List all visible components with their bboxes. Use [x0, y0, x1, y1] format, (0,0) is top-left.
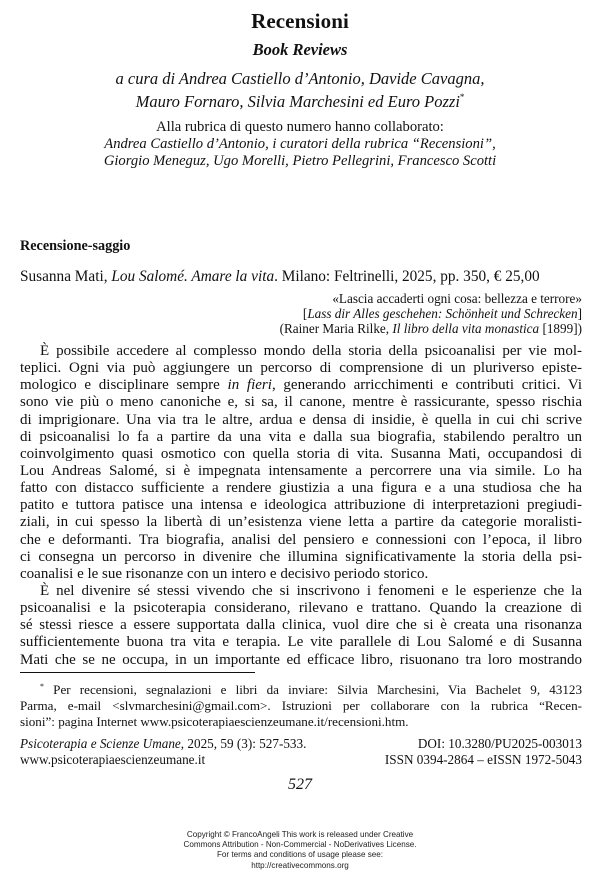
editors-footnote-marker[interactable]: *: [459, 92, 465, 102]
book-citation: [20, 267, 582, 286]
footnote-line-2[interactable]: Parma, e-mail <slvmarchesini@gmail.com>. Istruzioni per collaborare con la rubrica “Recen-: [20, 698, 582, 713]
body-line: sé stessi riesce a essere supportata dalla clinica, vuol dire che si è creata una risonanza: [20, 617, 582, 634]
journal-website[interactable]: www.psicoterapiaescienzeumane.it: [20, 752, 206, 767]
editors-line-2: [0, 88, 600, 111]
review-body: [20, 343, 582, 669]
journal-citation: [20, 736, 306, 752]
editors-credit: [0, 69, 600, 111]
body-line: teplici. Ogni via può aggiungere un percorso di comprensione di un pluriverso episte-: [20, 360, 582, 377]
body-line: coinvolgimento quasi osmotico con quella storia di vita. Susanna Mati, occupandosi di: [20, 445, 582, 462]
body-line: ci consegna un percorso in divenire che illumina significativamente la storia della psi-: [20, 548, 582, 565]
epigraph-source-author: (Rainer Maria Rilke,: [279, 321, 393, 336]
journal-info: [20, 736, 582, 768]
body-line-part: , generando arricchimenti e contributi critici. Vi: [271, 377, 583, 394]
body-line: che e deformanti. Tra biografia, analisi del pensiero e connessioni con l’epoca, il libro: [20, 531, 582, 548]
collaborators-line-1: Andrea Castiello d’Antonio, i curatori della rubrica “Recensioni”,: [104, 136, 496, 152]
footnote-divider: [20, 672, 255, 673]
epigraph-source-year: [1899]): [539, 321, 582, 336]
journal-name: Psicoterapia e Scienze Umane: [20, 736, 181, 751]
epigraph-source-title: Il libro della vita monastica: [392, 321, 540, 336]
page-number: 527: [288, 776, 312, 793]
epigraph-quote: «Lascia accaderti ogni cosa: bellezza e terrore»: [332, 291, 582, 306]
license-line-3: For terms and conditions of usage please see:: [216, 850, 384, 860]
epigraph-source: [20, 321, 582, 336]
license-notice: [0, 830, 600, 871]
footnote-line-3[interactable]: sioni”: pagina Internet www.psicoterapiaescienzeumane.it/recensioni.htm.: [20, 714, 409, 729]
body-line: sufficientemente buona tra vita e terapia. Le vite parallele di Lou Salomé e di Susanna: [20, 634, 582, 651]
license-line-1: Copyright © FrancoAngeli This work is released under Creative: [186, 830, 414, 839]
epigraph-original-text: Lass dir Alles geschehen: Schönheit und Schrecken: [307, 306, 578, 321]
bracket-close: ]: [577, 306, 582, 321]
footnote-line-1-text: Per recensioni, segnalazioni e libri da inviare: Silvia Marchesini, Via Bachelet 9, 43123: [44, 682, 582, 697]
section-heading: Recensione-saggio: [20, 238, 131, 254]
book-title: Lou Salomé. Amare la vita: [111, 268, 275, 285]
body-line: psicoanalisi e la psicoterapia considerano, rilevano e trattano. Quando la creazione di: [20, 600, 582, 617]
collaborators-list: [0, 136, 600, 170]
body-line: patito e tuttora patisce una intensa e ideologica attribuzione di interpretazioni pregiudi-: [20, 497, 582, 514]
page-title: Recensioni: [251, 9, 349, 33]
body-line: di imprigionare. Una via tra le altre, ardua e densa di insidie, è quella in cui chi scrive: [20, 411, 582, 428]
collaborators-line-2: Giorgio Meneguz, Ugo Morelli, Pietro Pellegrini, Francesco Scotti: [103, 153, 497, 169]
book-author: Susanna Mati,: [20, 268, 112, 285]
bracket-open: [: [302, 306, 308, 321]
body-line: È possibile accedere al complesso mondo della storia della psicoanalisi per vie mol-: [40, 343, 582, 359]
body-line: [20, 377, 582, 394]
journal-row-1: [20, 736, 582, 752]
body-line: Lou Andreas Salomé, si è impegnata intensamente a percorrere una via simile. Lo ha: [20, 462, 582, 479]
body-line: sono vie più o meno canoniche e, si sa, il canone, mentre è rassicurante, spesso rischia: [20, 394, 582, 411]
book-publication: . Milano: Feltrinelli, 2025, pp. 350, € 25,00: [274, 268, 540, 285]
body-line-italic: in fieri: [227, 377, 272, 394]
epigraph-original: [20, 306, 582, 321]
epigraph: [20, 291, 582, 336]
journal-volume: , 2025, 59 (3): 527-533.: [180, 736, 307, 751]
body-line: di psicoanalisi lo fa a partire da una vita e dalla sua biografia, stabilendo peraltro un: [20, 428, 582, 445]
footnote-line-1: [20, 679, 582, 698]
body-line: fatto con distacco sufficiente a rendere giustizia a una figura e a una studiosa che ha: [20, 480, 582, 497]
page-subtitle: Book Reviews: [252, 40, 348, 59]
journal-issn: ISSN 0394-2864 – eISSN 1972-5043: [384, 752, 582, 767]
body-line: È nel divenire sé stessi vivendo che si inscrivono i fenomeni e le esperienze che la: [40, 582, 582, 599]
journal-row-2: [20, 752, 582, 768]
license-line-2: Commons Attribution - Non-Commercial - NoDerivatives License.: [183, 840, 417, 850]
footnote-marker: *: [40, 682, 44, 691]
editors-line-1: a cura di Andrea Castiello d’Antonio, Davide Cavagna,: [115, 69, 485, 88]
license-link[interactable]: http://creativecommons.org: [251, 860, 349, 870]
editors-line-2-text: Mauro Fornaro, Silvia Marchesini ed Euro Pozzi: [135, 92, 460, 111]
footnote: [20, 679, 582, 730]
body-line: ziali, in cui spesso la libertà di un’esistenza viene letta a partire da categorie moralisti-: [20, 514, 582, 531]
collaborators-intro: Alla rubrica di questo numero hanno collaborato:: [156, 119, 444, 135]
journal-doi[interactable]: DOI: 10.3280/PU2025-003013: [417, 736, 582, 751]
body-line-part: mologico e disciplinare sempre: [20, 377, 228, 394]
body-line: coanalisi e le sue risonanze con un intero e decisivo periodo storico.: [20, 565, 429, 582]
body-line: Mati che se ne occupa, in un importante ed efficace libro, risuonano tra loro mostrando: [20, 651, 582, 668]
